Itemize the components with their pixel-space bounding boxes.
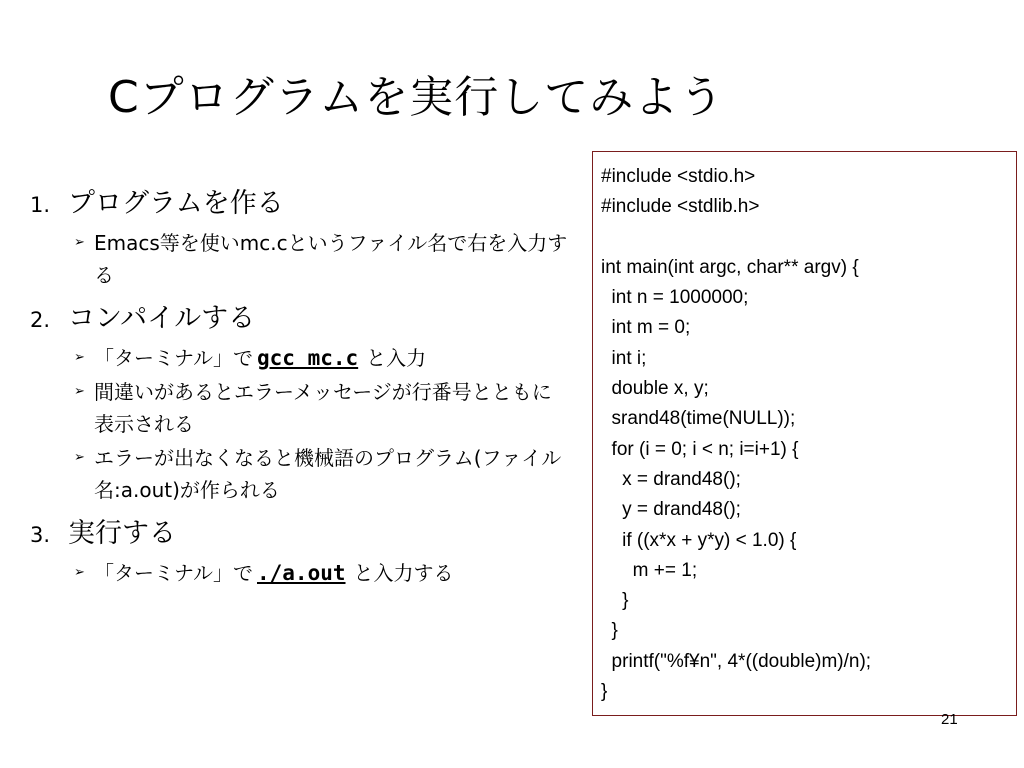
step-title: プログラムを作る [68, 188, 284, 219]
bullet-item [74, 342, 580, 374]
bullet-item [74, 376, 580, 440]
code-line: int n = 1000000; [601, 287, 749, 309]
code-line: for (i = 0; i < n; i=i+1) { [601, 438, 799, 460]
bullet-text [94, 342, 568, 374]
step-title: コンパイルする [68, 303, 256, 334]
steps-outline [30, 184, 580, 597]
bullet-item [74, 442, 580, 506]
bullet-text: エラーが出なくなると機械語のプログラム(ファイル名:a.out)が作られる [94, 446, 562, 502]
page-number: 21 [941, 711, 958, 728]
code-line: } [601, 590, 629, 612]
arrow-bullet-icon: ➢ [74, 235, 85, 250]
step-3 [30, 514, 580, 555]
step-title: 実行する [68, 518, 176, 549]
code-line: y = drand48(); [601, 499, 741, 521]
code-line: int main(int argc, char** argv) { [601, 256, 859, 278]
bullet-text-after: と入力 [366, 346, 427, 370]
arrow-bullet-icon: ➢ [74, 565, 85, 580]
code-line: int i; [601, 347, 647, 369]
bullet-text: 間違いがあるとエラーメッセージが行番号とともに表示される [94, 380, 552, 436]
step-number: 3. [30, 523, 51, 547]
code-line: if ((x*x + y*y) < 1.0) { [601, 529, 797, 551]
code-line: int m = 0; [601, 317, 691, 339]
code-line: printf("%f¥n", 4*((double)m)/n); [601, 650, 872, 672]
slide-title: Cプログラムを実行してみよう [108, 72, 725, 123]
step-number: 1. [30, 193, 51, 217]
bullet-text [94, 557, 568, 589]
code-line [601, 223, 1016, 253]
bullet-text-before: 「ターミナル」で [94, 346, 253, 370]
arrow-bullet-icon: ➢ [74, 350, 85, 365]
step-2 [30, 299, 580, 340]
code-line: x = drand48(); [601, 468, 741, 490]
code-listing [592, 151, 1017, 716]
arrow-bullet-icon: ➢ [74, 384, 85, 399]
code-line: #include <stdlib.h> [601, 196, 760, 218]
bullet-text-after: と入力する [353, 561, 454, 585]
arrow-bullet-icon: ➢ [74, 450, 85, 465]
step-3-bullets [30, 557, 580, 589]
step-1 [30, 184, 580, 225]
command-text: ./a.out [257, 561, 346, 585]
code-line: srand48(time(NULL)); [601, 408, 796, 430]
code-line: m += 1; [601, 559, 698, 581]
code-line: } [601, 620, 618, 642]
command-text: gcc mc.c [257, 346, 359, 370]
bullet-text: Emacs等を使いmc.cというファイル名で右を入力する [94, 231, 568, 287]
step-2-bullets [30, 342, 580, 506]
step-1-bullets [30, 227, 580, 291]
bullet-item [74, 227, 580, 291]
code-line: } [601, 681, 608, 703]
code-line: double x, y; [601, 378, 709, 400]
bullet-text-before: 「ターミナル」で [94, 561, 253, 585]
step-number: 2. [30, 308, 51, 332]
code-line: #include <stdio.h> [601, 166, 756, 187]
bullet-item [74, 557, 580, 589]
